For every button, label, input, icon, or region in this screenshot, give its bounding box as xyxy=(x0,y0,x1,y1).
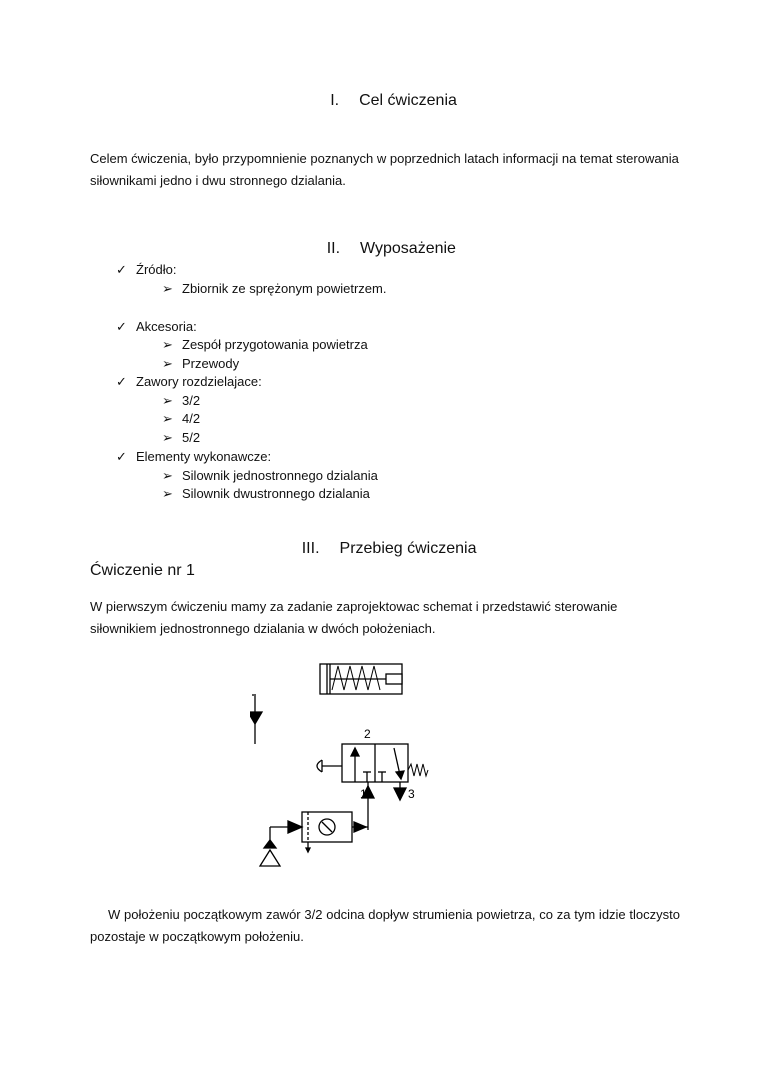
list-item xyxy=(116,317,197,336)
list-subitem-label: Silownik dwustronnego dzialania xyxy=(182,486,370,501)
list-subitem xyxy=(162,409,200,428)
section-heading-2 xyxy=(0,240,760,258)
arrow-bullet-icon: ➢ xyxy=(162,337,173,352)
list-item-label: Zawory rozdzielajace: xyxy=(136,374,262,389)
conclusion-paragraph: W położeniu początkowym zawór 3/2 odcina dopływ strumienia powietrza, co za tym idzie tloczysto pozostaje w początkowym położeniu. xyxy=(90,907,680,944)
list-subitem xyxy=(162,391,200,410)
air-source-symbol xyxy=(260,840,280,866)
list-subitem-label: Zespół przygotowania powietrza xyxy=(182,337,368,352)
section-title: Cel ćwiczenia xyxy=(359,92,457,109)
port-label-1: 1 xyxy=(360,787,367,801)
arrow-bullet-icon: ➢ xyxy=(162,281,173,296)
list-subitem-label: Zbiornik ze sprężonym powietrzem. xyxy=(182,281,387,296)
list-item xyxy=(116,372,262,391)
section-title: Wyposażenie xyxy=(360,240,456,257)
checkmark-icon: ✓ xyxy=(116,449,127,464)
arrow-bullet-icon: ➢ xyxy=(162,411,173,426)
section-number: II. xyxy=(326,240,341,257)
section-number: I. xyxy=(330,92,340,109)
exercise-title: Ćwiczenie nr 1 xyxy=(90,562,195,579)
list-subitem xyxy=(162,335,368,354)
checkmark-icon: ✓ xyxy=(116,374,127,389)
list-subitem xyxy=(162,484,370,503)
checkmark-icon: ✓ xyxy=(116,262,127,277)
list-subitem-label: 5/2 xyxy=(182,430,201,445)
flow-arrow-down xyxy=(250,712,262,724)
list-subitem-label: 4/2 xyxy=(182,411,201,426)
list-item-label: Elementy wykonawcze: xyxy=(136,449,272,464)
cylinder-symbol xyxy=(320,664,402,694)
list-subitem xyxy=(162,354,239,373)
list-subitem-label: Przewody xyxy=(182,356,240,371)
list-item-label: Akcesoria: xyxy=(136,319,197,334)
section-heading-3 xyxy=(0,540,760,558)
valve-3-2-symbol xyxy=(317,744,428,782)
list-subitem xyxy=(162,279,386,298)
task-paragraph: W pierwszym ćwiczeniu mamy za zadanie zaprojektowac schemat i przedstawić sterowanie siłownikiem jednostronnego dzialania w dwóch położeniach. xyxy=(90,599,618,636)
section-number: III. xyxy=(301,540,320,557)
list-subitem xyxy=(162,428,200,447)
section-heading-1 xyxy=(0,92,760,110)
list-item-label: Źródło: xyxy=(136,262,177,277)
arrow-bullet-icon: ➢ xyxy=(162,430,173,445)
list-subitem xyxy=(162,466,378,485)
checkmark-icon: ✓ xyxy=(116,319,127,334)
pneumatic-schematic xyxy=(250,652,450,874)
arrow-bullet-icon: ➢ xyxy=(162,356,173,371)
list-item xyxy=(116,447,271,466)
section-title: Przebieg ćwiczenia xyxy=(339,540,477,557)
list-item xyxy=(116,260,176,279)
arrow-bullet-icon: ➢ xyxy=(162,486,173,501)
arrow-bullet-icon: ➢ xyxy=(162,393,173,408)
air-preparation-unit-symbol xyxy=(302,812,352,852)
list-subitem-label: 3/2 xyxy=(182,393,201,408)
port-label-3: 3 xyxy=(408,787,415,801)
intro-paragraph: Celem ćwiczenia, było przypomnienie poznanych w poprzednich latach informacji na temat sterowania siłownikami jedno i dwu stronnego dzialania. xyxy=(90,151,679,188)
arrow-bullet-icon: ➢ xyxy=(162,468,173,483)
list-subitem-label: Silownik jednostronnego dzialania xyxy=(182,468,378,483)
port-label-2: 2 xyxy=(364,727,371,741)
